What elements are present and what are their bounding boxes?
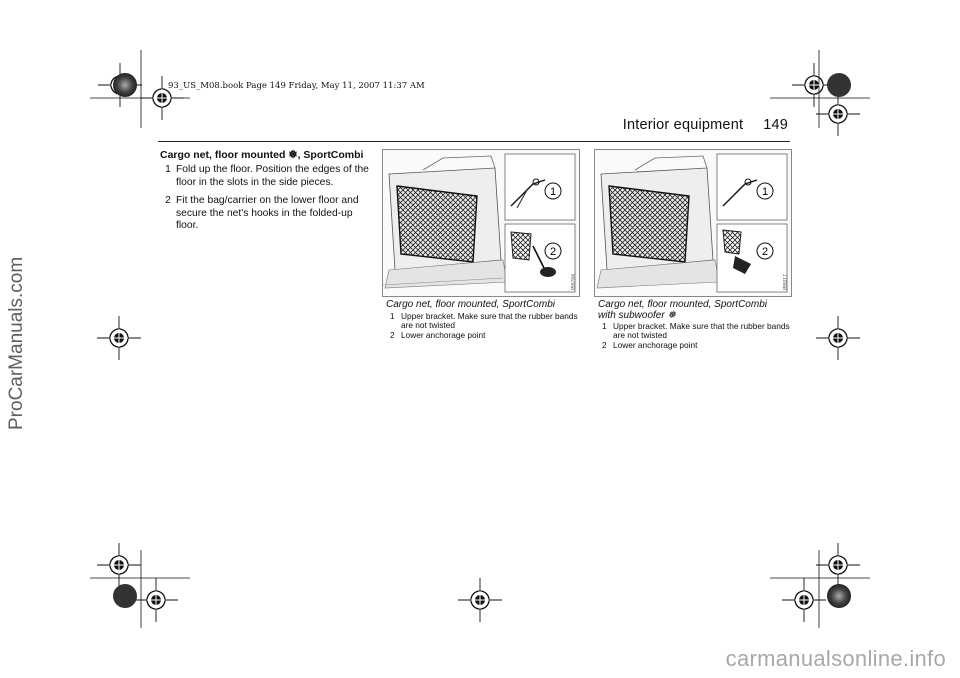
legend-text: Upper bracket. Make sure that the rubber bands are not twisted bbox=[401, 311, 578, 331]
section-title bbox=[160, 148, 363, 161]
print-dot-icon bbox=[826, 583, 852, 609]
legend-number: 2 bbox=[390, 329, 395, 340]
print-dot-icon bbox=[112, 72, 138, 98]
list-item bbox=[160, 195, 370, 233]
figure-cargo-net bbox=[382, 149, 580, 297]
step-text: Fit the bag/carrier on the lower floor and secure the net's hooks in the folded-up floor. bbox=[176, 195, 359, 232]
registration-mark-icon bbox=[97, 316, 141, 360]
legend-text: Lower anchorage point bbox=[613, 339, 698, 350]
step-number: 1 bbox=[165, 164, 171, 175]
legend-number: 1 bbox=[602, 321, 607, 331]
registration-mark-icon bbox=[458, 578, 502, 622]
snowflake-option-icon: ❅ bbox=[667, 310, 676, 321]
file-info: 93_US_M08.book Page 149 Friday, May 11, 2007 11:37 AM bbox=[168, 81, 425, 91]
callout-label: 1 bbox=[761, 186, 769, 198]
snowflake-option-icon: ❅ bbox=[288, 149, 298, 161]
page-header bbox=[623, 117, 788, 133]
section-title-suffix: , SportCombi bbox=[297, 149, 364, 161]
print-dot-icon bbox=[112, 583, 138, 609]
registration-mark-icon bbox=[816, 316, 860, 360]
header-rule bbox=[158, 141, 790, 142]
section-header: Interior equipment bbox=[622, 117, 744, 133]
figure-caption bbox=[598, 299, 767, 321]
registration-mark-icon bbox=[782, 578, 826, 622]
page-number: 149 bbox=[763, 117, 788, 133]
watermark-bottom: carmanualsonline.info bbox=[725, 646, 946, 671]
figure-legend bbox=[390, 312, 578, 340]
cargo-net-illustration bbox=[383, 150, 579, 296]
cargo-net-subwoofer-illustration bbox=[595, 150, 791, 296]
figure-caption: Cargo net, floor mounted, SportCombi bbox=[386, 299, 555, 310]
legend-number: 1 bbox=[390, 311, 395, 321]
figure-caption-text: with subwoofer bbox=[598, 310, 665, 321]
figure-caption-line: Cargo net, floor mounted, SportCombi bbox=[598, 299, 767, 310]
list-item bbox=[390, 312, 578, 331]
step-text: Fold up the floor. Position the edges of the floor in the slots in the side pieces. bbox=[176, 164, 369, 188]
callout-label: 2 bbox=[549, 246, 557, 258]
section-title-text: Cargo net, floor mounted bbox=[160, 149, 286, 161]
list-item bbox=[602, 341, 790, 350]
registration-mark-icon bbox=[134, 578, 178, 622]
figure-legend bbox=[602, 322, 790, 350]
watermark-left: ProCarManuals.com bbox=[6, 256, 27, 430]
print-dot-icon bbox=[826, 72, 852, 98]
step-number: 2 bbox=[165, 195, 171, 207]
list-item bbox=[390, 331, 578, 340]
legend-number: 2 bbox=[602, 339, 607, 350]
figure-code: IB5784 bbox=[571, 274, 577, 290]
figure-code: IB5017 bbox=[783, 274, 789, 290]
legend-text: Upper bracket. Make sure that the rubber bands are not twisted bbox=[613, 321, 790, 341]
figure-cargo-net-subwoofer bbox=[594, 149, 792, 297]
registration-mark-icon bbox=[816, 92, 860, 136]
legend-text: Lower anchorage point bbox=[401, 329, 486, 340]
instruction-steps bbox=[160, 164, 370, 239]
callout-label: 2 bbox=[761, 246, 769, 258]
callout-label: 1 bbox=[549, 186, 557, 198]
figure-caption-line bbox=[598, 310, 767, 321]
list-item bbox=[160, 164, 370, 189]
list-item bbox=[602, 322, 790, 341]
